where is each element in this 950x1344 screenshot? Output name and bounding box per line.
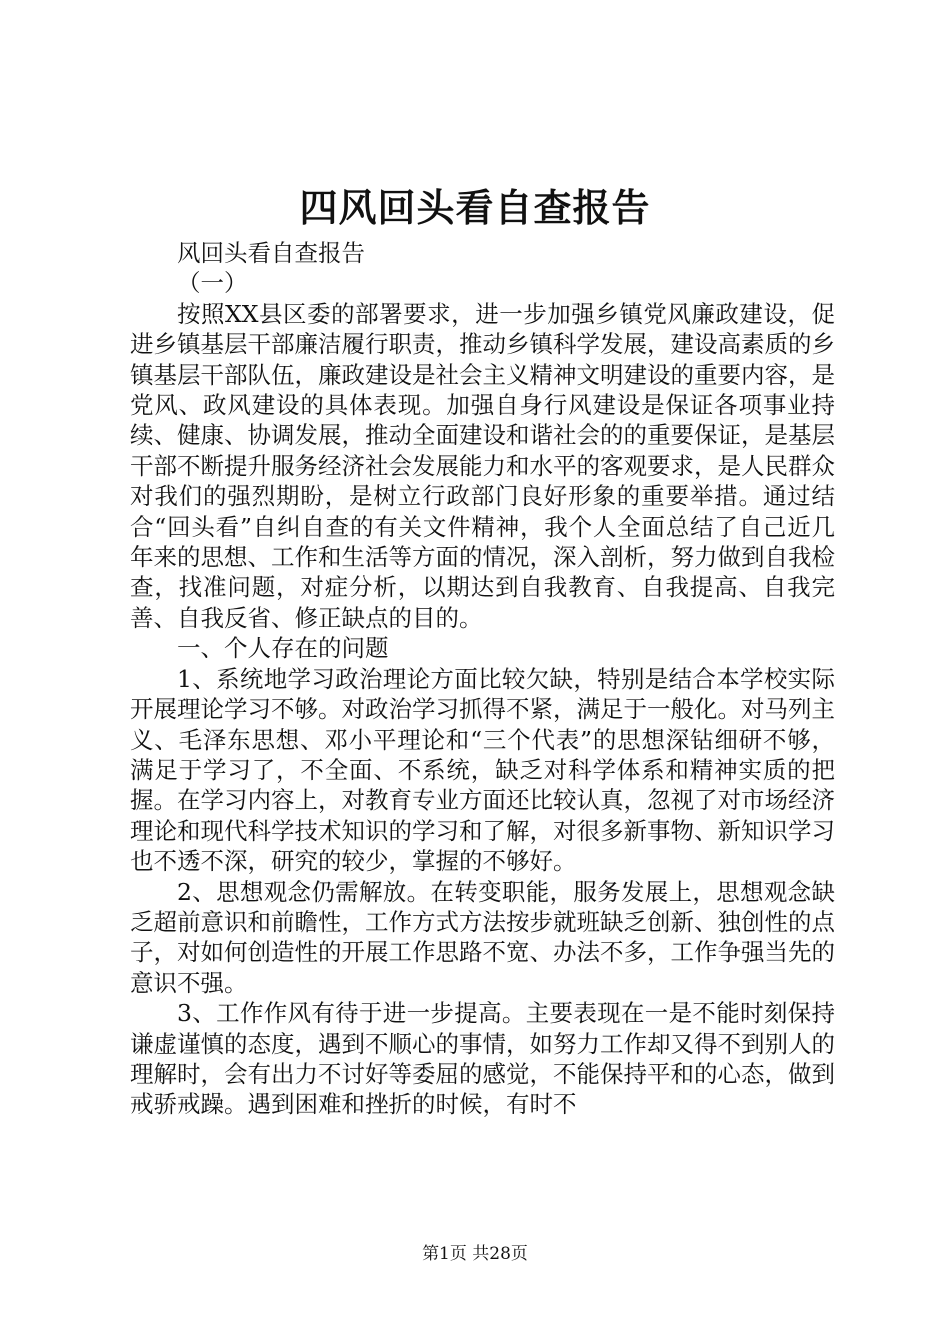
subtitle-paragraph: 风回头看自查报告 <box>177 239 365 267</box>
intro-paragraph: 按照XX县区委的部署要求，进一步加强乡镇党风廉政建设，促进乡镇基层干部廉洁履行职责，推动乡镇科学发展，建设高素质的乡镇基层干部队伍，廉政建设是社会主义精神文明建设的重要内容，是党风、政风建设的具体表现。加强自身行风建设是保证各项事业持续、健康、协调发展，推动全面建设和谐社会的的重要保证，是基层干部不断提升服务经济社会发展能力和水平的客观要求，是人民群众对我们的强烈期盼，是树立行政部门良好形象的重要举措。通过结合“回头看”自纠自查的有关文件精神，我个人全面总结了自己近几年来的思想、工作和生活等方面的情况，深入剖析，努力做到自我检查，找准问题，对症分析，以期达到自我教育、自我提高、自我完善、自我反省、修正缺点的目的。 <box>130 299 835 632</box>
document-title: 四风回头看自查报告 <box>299 185 651 230</box>
document-body <box>130 238 835 1120</box>
problem-paragraph-1: 1、系统地学习政治理论方面比较欠缺，特别是结合本学校实际开展理论学习不够。对政治学习抓得不紧，满足于一般化。对马列主义、毛泽东思想、邓小平理论和“三个代表”的思想深钻细研不够，满足于学习了，不全面、不系统，缺乏对科学体系和精神实质的把握。在学习内容上，对教育专业方面还比较认真，忽视了对市场经济理论和现代科学技术知识的学习和了解，对很多新事物、新知识学习也不透不深，研究的较少，掌握的不够好。 <box>130 664 835 876</box>
problem-paragraph-3: 3、工作作风有待于进一步提高。主要表现在一是不能时刻保持谦虚谨慎的态度，遇到不顺心的事情，如努力工作却又得不到别人的理解时，会有出力不讨好等委屈的感觉，不能保持平和的心态，做到戒骄戒躁。遇到困难和挫折的时候，有时不 <box>130 999 835 1119</box>
section-number-paragraph: （一） <box>177 269 248 298</box>
problem-paragraph-2: 2、思想观念仍需解放。在转变职能，服务发展上，思想观念缺乏超前意识和前瞻性，工作方式方法按步就班缺乏创新、独创性的点子，对如何创造性的开展工作思路不宽、办法不多，工作争强当先的意识不强。 <box>130 877 835 997</box>
section-heading: 一、个人存在的问题 <box>177 634 389 663</box>
page-footer: 第1页 共28页 <box>422 1244 528 1264</box>
